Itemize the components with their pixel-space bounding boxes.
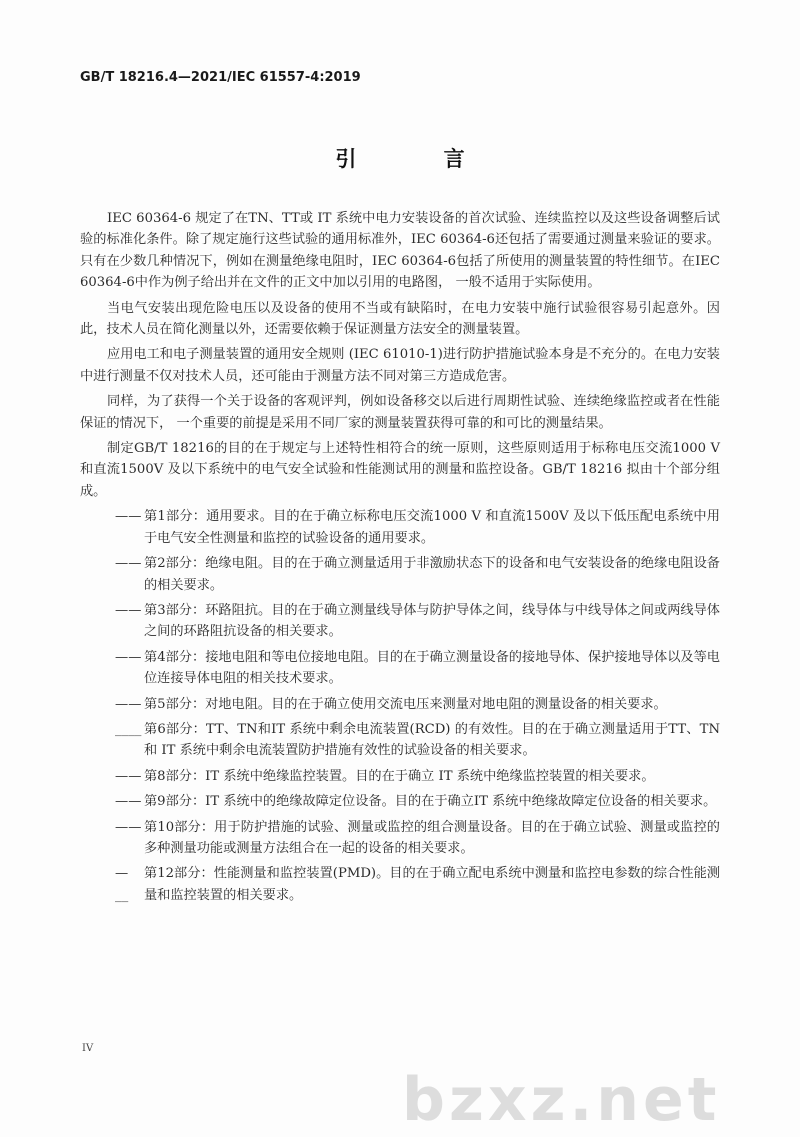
list-dash: ____ bbox=[115, 721, 142, 737]
list-dash: —— bbox=[115, 696, 142, 712]
list-item-text: 第3部分：环路阻抗。目的在于确立测量线导体与防护导体之间，线导体与中线导体之间或两线导体之间的环路阻抗设备的相关要求。 bbox=[144, 602, 720, 640]
list-item bbox=[80, 863, 720, 906]
paragraph: 应用电工和电子测量装置的通用安全规则 (IEC 61010-1)进行防护措施试验本身是不充分的。在电力安装中进行测量不仅对技术人员，还可能由于测量方法不同对第三方造成危害。 bbox=[80, 347, 720, 384]
list-dash: —— bbox=[115, 602, 142, 618]
list-dash: —— bbox=[115, 794, 142, 810]
paragraph: 制定GB/T 18216的目的在于规定与上述特性相符合的统一原则，这些原则适用于标称电压交流1000 V和直流1500V 及以下系统中的电气安全试验和性能测试用的测量和监控设备。GB/T 18216 拟由十个部分组成。 bbox=[80, 441, 720, 499]
list-item-text: 第4部分：接地电阻和等电位接地电阻。目的在于确立测量设备的接地导体、保护接地导体以及等电位连接导体电阻的相关技术要求。 bbox=[144, 649, 720, 687]
paragraph: 同样，为了获得一个关于设备的客观评判，例如设备移交以后进行周期性试验、连续绝缘监控或者在性能保证的情况下， 一个重要的前提是采用不同厂家的测量装置获得可靠的和可比的测量结果。 bbox=[80, 394, 720, 431]
list-item-text: 第5部分：对地电阻。目的在于确立使用交流电压来测量对地电阻的测量设备的相关要求。 bbox=[144, 696, 667, 712]
list-item-text: 第8部分：IT 系统中绝缘监控装置。目的在于确立 IT 系统中绝缘监控装置的相关要求。 bbox=[144, 768, 655, 784]
list-dash: —— bbox=[115, 556, 142, 572]
list-item bbox=[80, 506, 720, 549]
list-dash: —— bbox=[115, 768, 142, 784]
list-dash: —__ bbox=[115, 866, 129, 903]
list-item-text: 第10部分：用于防护措施的试验、测量或监控的组合测量设备。目的在于确立试验、测量或监控的多种测量功能或测量方法组合在一起的设备的相关要求。 bbox=[144, 819, 720, 856]
paragraph: IEC 60364-6 规定了在TN、TT或 IT 系统中电力安装设备的首次试验、连续监控以及这些设备调整后试验的标准化条件。除了规定施行这些试验的通用标准外，IEC 60364-6还包括了需要通过测量来验证的要求。只有在少数几种情况下，例如在测量绝缘电阻时，IEC 60364-6包括了所使用的测量装置的特性细节。在IEC 60364-6中作为例子给出并在文件的正文中加以引用的电路图， 一般不适用于实际使用。 bbox=[80, 211, 720, 291]
list-item-text: 第2部分：绝缘电阻。目的在于确立测量适用于非激励状态下的设备和电气安装设备的绝缘电阻设备的相关要求。 bbox=[144, 556, 720, 593]
list-item bbox=[80, 694, 720, 715]
list-item bbox=[80, 600, 720, 643]
section-title: 引 言 bbox=[335, 147, 505, 171]
list-item bbox=[80, 791, 720, 812]
standard-number: GB/T 18216.4—2021/IEC 61557-4:2019 bbox=[80, 70, 361, 85]
list-item bbox=[80, 647, 720, 690]
body-text bbox=[80, 208, 720, 910]
list-dash: —— bbox=[115, 509, 142, 525]
list-dash: —— bbox=[115, 819, 142, 835]
list-item bbox=[80, 719, 720, 762]
paragraph: 当电气安装出现危险电压以及设备的使用不当或有缺陷时，在电力安装中施行试验很容易引起意外。因此，技术人员在简化测量以外，还需要依赖于保证测量方法安全的测量装置。 bbox=[80, 300, 720, 338]
list-item bbox=[80, 766, 720, 787]
list-item-text: 第12部分：性能测量和监控装置(PMD)。目的在于确立配电系统中测量和监控电参数的综合性能测量和监控装置的相关要求。 bbox=[144, 866, 720, 903]
list-dash: —— bbox=[115, 649, 142, 665]
page-number: IV bbox=[82, 1043, 94, 1054]
list-item-text: 第9部分：IT 系统中的绝缘故障定位设备。目的在于确立IT 系统中绝缘故障定位设备的相关要求。 bbox=[144, 794, 717, 810]
list-item bbox=[80, 553, 720, 596]
list-item-text: 第1部分：通用要求。目的在于确立标称电压交流1000 V 和直流1500V 及以下低压配电系统中用于电气安全性测量和监控的试验设备的通用要求。 bbox=[144, 509, 720, 546]
watermark: bzxz.net bbox=[402, 1065, 721, 1135]
list-item-text: 第6部分：TT、TN和IT 系统中剩余电流装置(RCD) 的有效性。目的在于确立测量适用于TT、TN 和 IT 系统中剩余电流装置防护措施有效性的试验设备的相关要求。 bbox=[144, 721, 720, 759]
list-item bbox=[80, 817, 720, 860]
